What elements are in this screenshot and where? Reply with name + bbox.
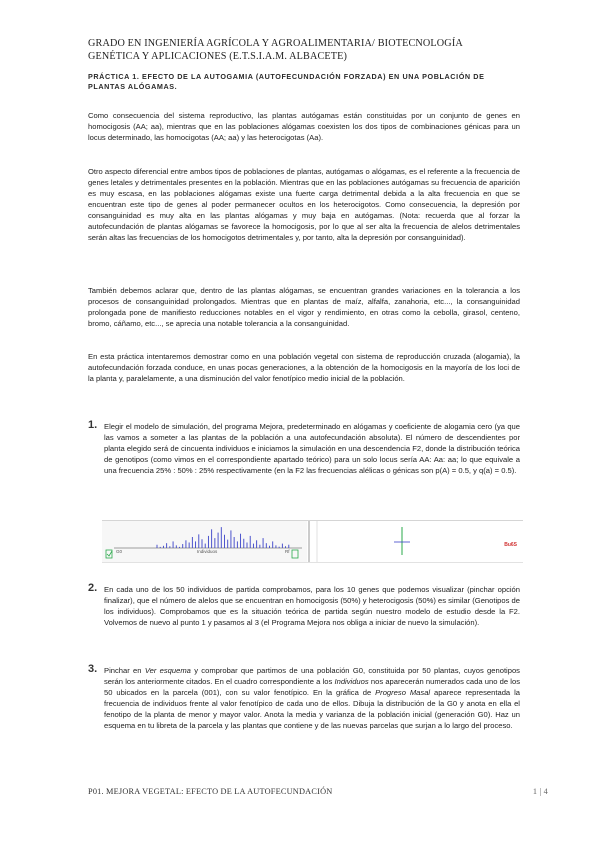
list-text-2: En cada uno de los 50 individuos de partida comprobamos, para los 10 genes que podemos visualizar (pinchar opción finalizar), que el número de alelos que se encuentran en homocigosis (50%) y heterocigosis (50%) es similar (Genotipos de los individuos). Comprobamos que es la situación teórica de partida según nuestro modelo de estudio desde la F2. Volvemos de nuevo al punto 1 y pasamos al 3 (el Programa Mejora nos obliga a iniciar de nuevo la simulación). — [104, 585, 520, 627]
paragraph-2: Otro aspecto diferencial entre ambos tipos de poblaciones de plantas, autógamas o alógamas, es el referente a la frecuencia de genes letales y detrimentales presentes en la población. Mientras que en las poblaciones autógamas su frecuencia de aparición es muy escasa, en las poblaciones alógamas existe una fuerte carga detrimental debida a la alta frecuencia en que se encuentran este tipo de genes al poder permanecer ocultos en los heterocigotos. Como consecuencia, la depresión por consanguinidad es muy alta en las plantas alógamas y muy baja en autógamas. (Nota: recuerda que al forzar la autofecundación de plantas alógamas se favorece la homocigosis, por lo que al ser alta la frecuencia de alelos detrimentales serán altas las frecuencias de los homocigotos detrimentales y, por tanto, alta la depresión por consanguinidad). — [88, 167, 520, 242]
simulation-graph — [102, 521, 523, 562]
paragraph-1: Como consecuencia del sistema reproductivo, las plantas autógamas están constituidas por un conjunto de genes en homocigosis (AA; aa), mientras que en las poblaciones alógamas coexisten los dos tipos de combinaciones génicas para un locus determinado, las homocigotas (AA; aa) y las heterocigotas (Aa). — [88, 111, 520, 142]
paragraph-3: También debemos aclarar que, dentro de las plantas alógamas, se encuentran grandes variaciones en la tolerancia a los procesos de consanguinidad prolongados. Mientras que en plantas de maíz, alfalfa, zanahoria, etc..., la consanguinidad prolongada pone de manifiesto reducciones notables en el vigor y rendimiento, en otras como la cebolla, girasol, centeno, bromo, cáñamo, etc..., se aprecia una notable tolerancia a la consanguinidad. — [88, 286, 520, 328]
list-text-1: Elegir el modelo de simulación, del programa Mejora, predeterminado en alógamas y coeficiente de alogamia cero (ya que las vamos a someter a las plantas de la población a una autofecundación absoluta). El número de descendientes por planta elegido será de cincuenta individuos e iniciamos la simulación en una descendencia F2, donde la distribución teórica de genotipos (como vimos en el correspondiente apartado teórico) para un solo locus sería AA: Aa: aa; lo que equivale a una frecuencia 25% : 50% : 25% respectivamente (en la F2 las frecuencias alélicas o génicas son p(A) = 0.5, y q(a) = 0.5). — [104, 422, 520, 475]
footer-title: P01. MEJORA VEGETAL: EFECTO DE LA AUTOFECUNDACIÓN — [88, 787, 333, 796]
list-number-1: 1. — [88, 419, 98, 431]
header-line-2: GENÉTICA Y APLICACIONES (E.T.S.I.A.M. ALBACETE) — [88, 50, 348, 62]
sim-label-mid: Individuos — [197, 549, 218, 554]
simulation-screenshot — [102, 520, 523, 563]
sim-label-red: Bu6S — [504, 542, 517, 548]
header-line-1: GRADO EN INGENIERÍA AGRÍCOLA Y AGROALIMENTARIA/ BIOTECNOLOGÍA — [88, 38, 463, 49]
text-segment: nos aparecerán numerados cada uno de los 50 ubicados en la parcela (001), con su valor fenotípico. En la gráfica de — [104, 677, 520, 697]
paragraph-4: En esta práctica intentaremos demostrar como en una población vegetal con sistema de reproducción cruzada (alogamia), la autofecundación forzada conduce, en unas pocas generaciones, a la obtención de la homocigosis en la mayoría de los loci de la planta y, paralelamente, a una disminución del valor fenotípico medio inicial de la población. — [88, 352, 520, 383]
ver-esquema-term: Ver esquema — [144, 666, 191, 675]
document-header — [88, 38, 528, 63]
text-segment: aparece representada la frecuencia de individuos frente al valor fenotípico de cada uno de ellos. Dibuja la distribución de la G0 y anota en ella el fenotipo de la planta de menor y mayor valor. Anota la media y varianza de la población inicial (generación G0). Haz un esquema en tu libreta de la parcela y las plantas que contiene y de las nuevas parcelas que surjan a lo largo del proceso. — [104, 688, 520, 730]
individuos-term: Individuos — [334, 677, 369, 686]
histogram-panel — [102, 521, 307, 562]
sim-label-left: G0 — [116, 549, 123, 554]
list-number-2: 2. — [88, 582, 98, 594]
page-footer — [88, 787, 548, 801]
text-segment: y comprobar que partimos de una población G0, constituida por 50 plantas, cuyos genotipos serán los anteriormente citados. En el cuadro correspondiente a los — [104, 666, 520, 686]
list-text-3 — [104, 665, 520, 731]
list-number-3: 3. — [88, 663, 98, 675]
page-number: 1 | 4 — [532, 787, 548, 796]
text-segment: Pinchar en — [104, 666, 145, 675]
sim-label-right: Rf — [285, 549, 290, 554]
practice-title: PRÁCTICA 1. EFECTO DE LA AUTOGAMIA (AUTOFECUNDACIÓN FORZADA) EN UNA POBLACIÓN DE PLANTAS ALÓGAMAS. — [88, 72, 485, 91]
progreso-masal-term: Progreso Masal — [375, 688, 431, 697]
